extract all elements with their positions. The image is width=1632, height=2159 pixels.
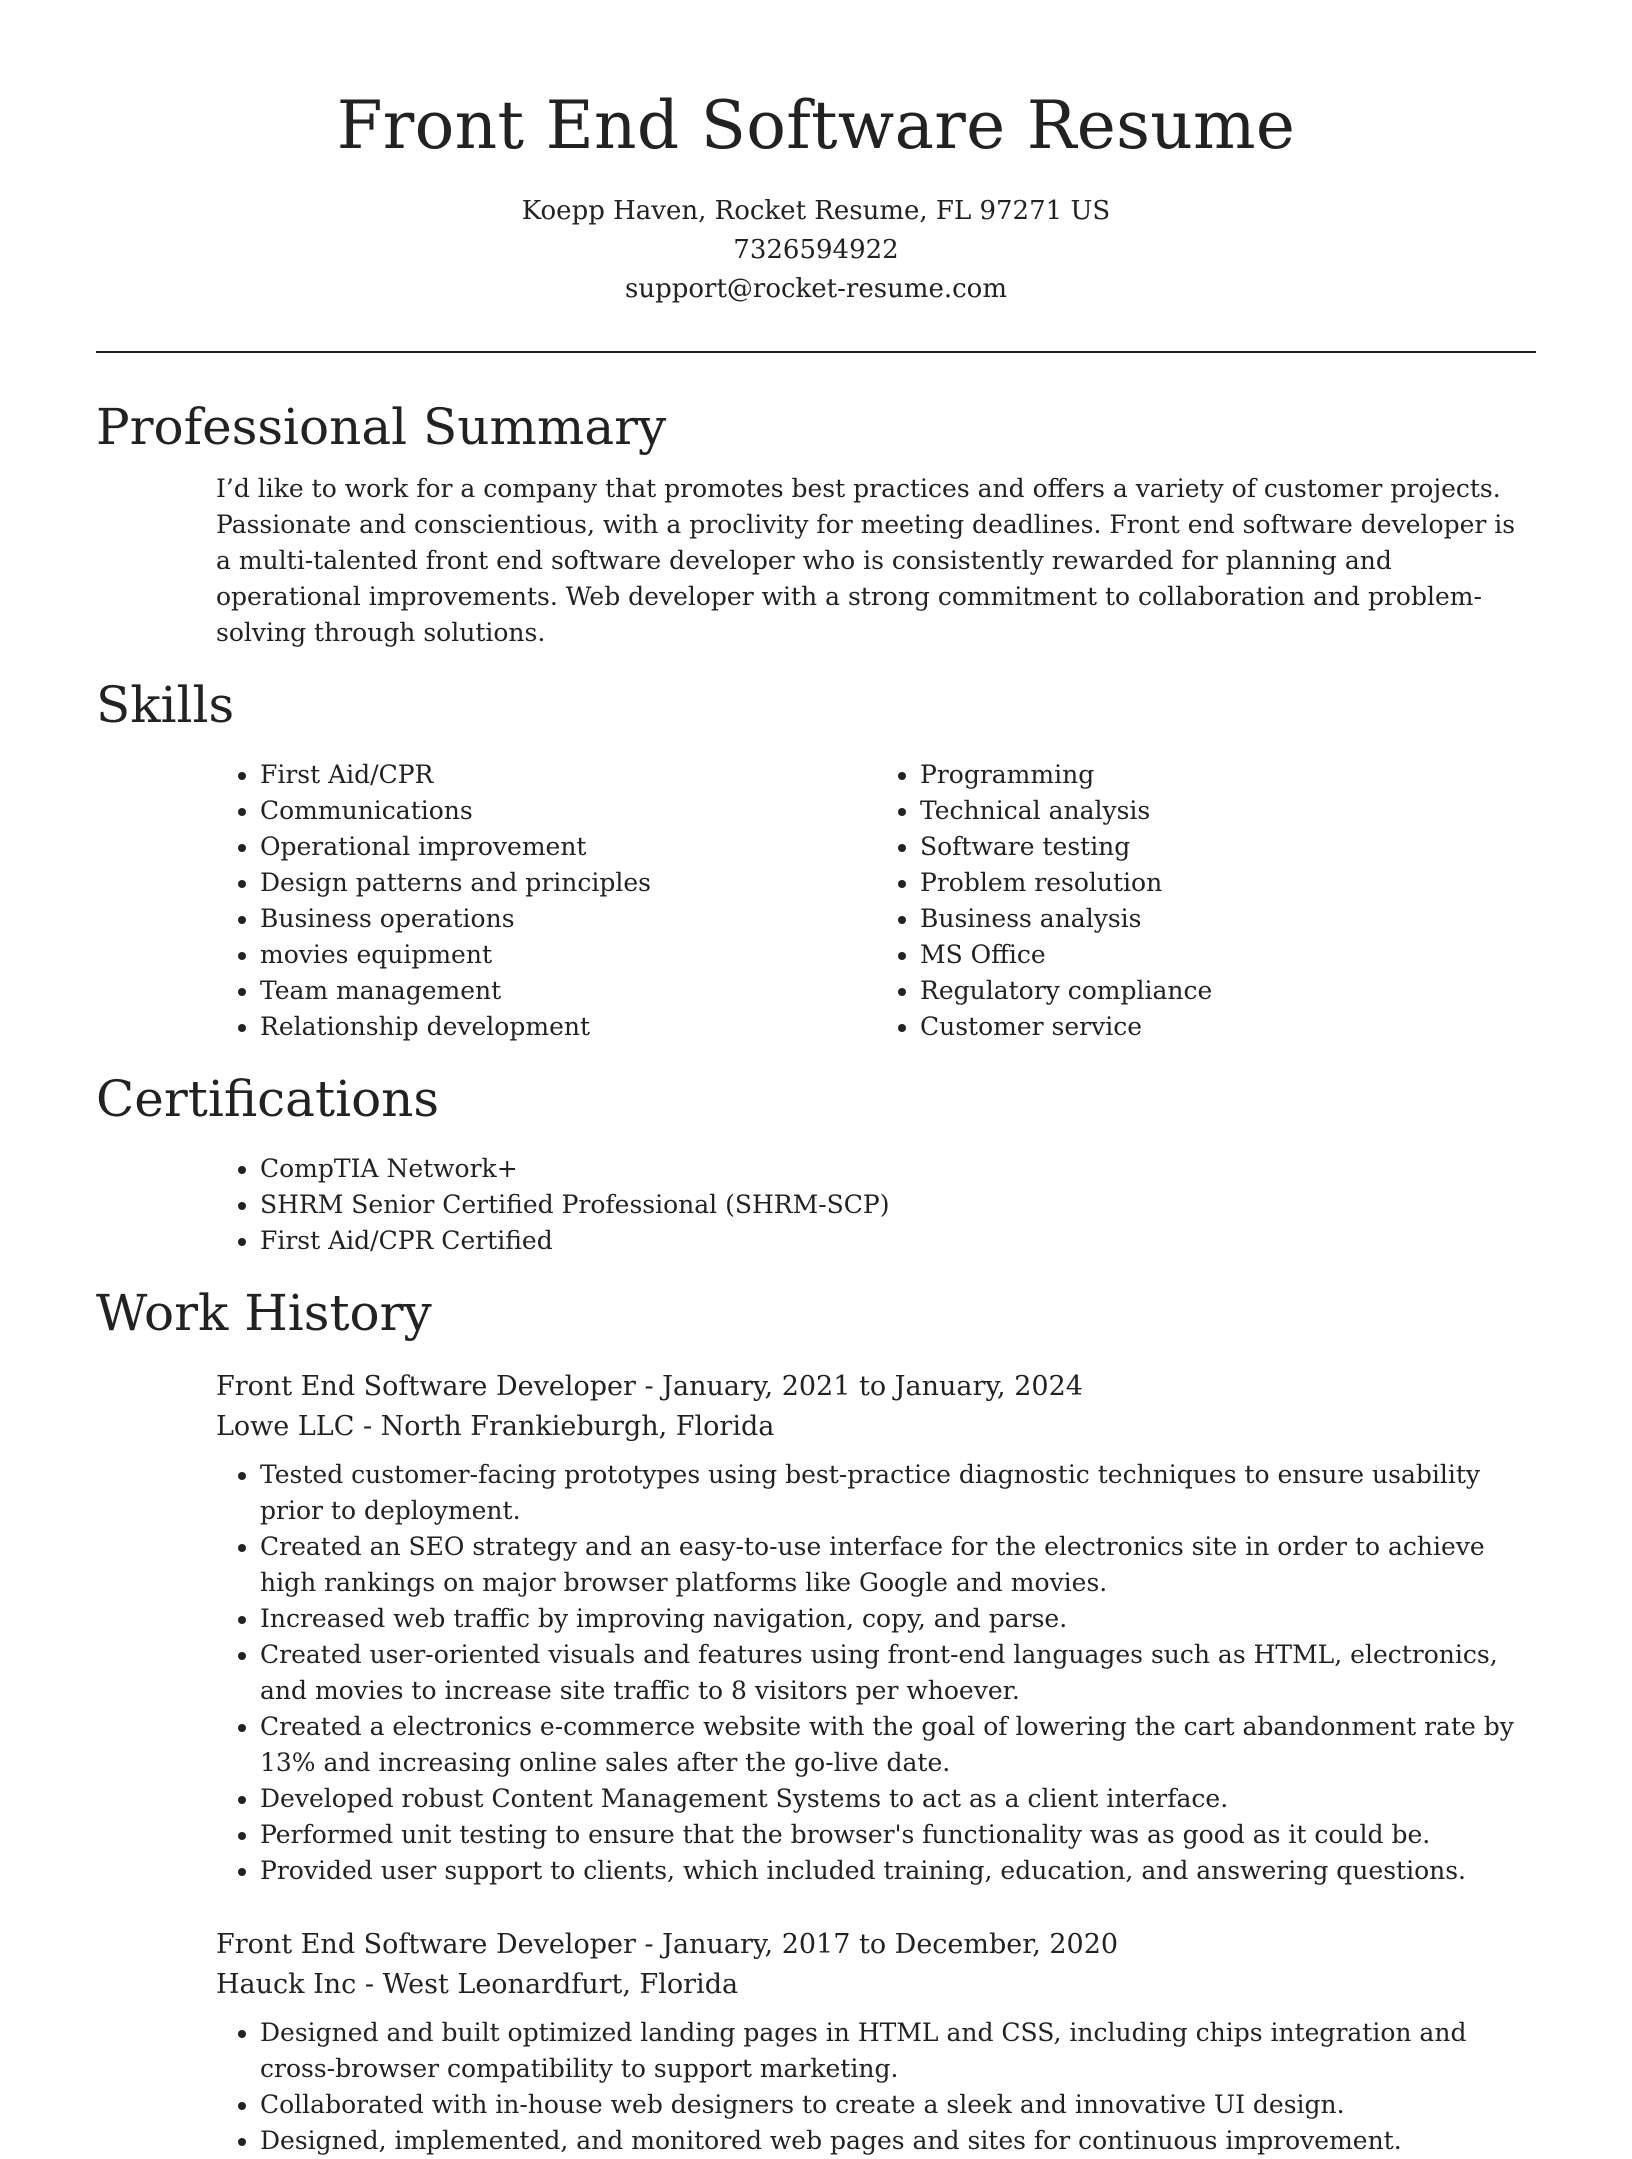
job-duty: • Created user-oriented visuals and features using front-end languages such as HTML, electronics, and movies to increase site traffic to 8 visitors per whoever. (260, 1637, 1536, 1709)
contact-address: Koepp Haven, Rocket Resume, FL 97271 US (521, 196, 1111, 226)
skills-list-left (216, 757, 876, 1045)
skills-section (96, 673, 1536, 1045)
job-duties-list (216, 2015, 1536, 2159)
skill-item: • Team management (260, 973, 876, 1009)
skill-item: • movies equipment (260, 937, 876, 973)
job-duty: • Tested customer-facing prototypes using best-practice diagnostic techniques to ensure usability prior to deployment. (260, 1457, 1536, 1529)
job-dates: - January, 2017 to December, 2020 (635, 1929, 1119, 1960)
job-duty: • Performed unit testing to ensure that the browser's functionality was as good as it could be. (260, 1817, 1536, 1853)
skill-item: • Technical analysis (920, 793, 1536, 829)
job-duty: • Created an SEO strategy and an easy-to-use interface for the electronics site in order to achieve high rankings on major browser platforms like Google and movies. (260, 1529, 1536, 1601)
job-company-line (216, 1407, 1536, 1447)
skill-item: • Design patterns and principles (260, 865, 876, 901)
skill-item: • Operational improvement (260, 829, 876, 865)
job-company-line (216, 1965, 1536, 2005)
job-location: - West Leonardfurt, Florida (356, 1969, 739, 2000)
skills-list-right (876, 757, 1536, 1045)
job-location: - North Frankieburgh, Florida (354, 1411, 775, 1442)
skill-item: • First Aid/CPR (260, 757, 876, 793)
resume-header (96, 0, 1536, 309)
summary-heading: Professional Summary (96, 398, 667, 456)
contact-phone: 7326594922 (733, 235, 899, 265)
certifications-list (216, 1151, 1536, 1259)
job-duty: • Developed robust Content Management Systems to act as a client interface. (260, 1781, 1536, 1817)
resume-page (96, 0, 1536, 2159)
job-title: Front End Software Developer (216, 1371, 636, 1402)
skill-item: • Business analysis (920, 901, 1536, 937)
certifications-heading: Certifications (96, 1070, 440, 1128)
skill-item: • Customer service (920, 1009, 1536, 1045)
job-duty: • Created a electronics e-commerce website with the goal of lowering the cart abandonment rate by 13% and increasing online sales after the go-live date. (260, 1709, 1536, 1781)
skill-item: • MS Office (920, 937, 1536, 973)
skill-item: • Programming (920, 757, 1536, 793)
skill-item: • Communications (260, 793, 876, 829)
skills-heading: Skills (96, 676, 235, 734)
certification-item: • First Aid/CPR Certified (260, 1223, 1536, 1259)
work-history-section (96, 1281, 1536, 2159)
skill-item: • Business operations (260, 901, 876, 937)
job-company: Lowe LLC (216, 1411, 355, 1442)
job-entry (216, 1367, 1536, 1889)
certifications-section (96, 1067, 1536, 1259)
skill-item: • Relationship development (260, 1009, 876, 1045)
certification-item: • CompTIA Network+ (260, 1151, 1536, 1187)
skill-item: • Problem resolution (920, 865, 1536, 901)
contact-email: support@rocket-resume.com (624, 274, 1007, 304)
job-entry (216, 1925, 1536, 2159)
job-duty: • Increased web traffic by improving navigation, copy, and parse. (260, 1601, 1536, 1637)
job-duty: • Designed and built optimized landing pages in HTML and CSS, including chips integration and cross-browser compatibility to support marketing. (260, 2015, 1536, 2087)
skills-columns (216, 757, 1536, 1045)
contact-info (96, 192, 1536, 309)
header-divider (96, 351, 1536, 353)
job-duty: • Provided user support to clients, which included training, education, and answering questions. (260, 1853, 1536, 1889)
job-company: Hauck Inc (216, 1969, 357, 2000)
job-duties-list (216, 1457, 1536, 1889)
resume-title: Front End Software Resume (336, 87, 1296, 164)
job-duty: • Collaborated with in-house web designers to create a sleek and innovative UI design. (260, 2087, 1536, 2123)
job-dates: - January, 2021 to January, 2024 (635, 1371, 1083, 1402)
work-history-heading: Work History (96, 1284, 432, 1342)
job-title-line (216, 1367, 1536, 1407)
summary-text: I’d like to work for a company that promotes best practices and offers a variety of customer projects. Passionate and conscientious, with a proclivity for meeting deadlines. Front end software developer is a multi-talented front end software developer who is consistently rewarded for planning and operational improvements. Web developer with a strong commitment to collaboration and problem-solving through solutions. (216, 474, 1516, 647)
job-duty: • Designed, implemented, and monitored web pages and sites for continuous improvement. (260, 2123, 1536, 2159)
skill-item: • Software testing (920, 829, 1536, 865)
job-title: Front End Software Developer (216, 1929, 636, 1960)
job-title-line (216, 1925, 1536, 1965)
summary-section (96, 395, 1536, 651)
certification-item: • SHRM Senior Certified Professional (SHRM-SCP) (260, 1187, 1536, 1223)
skill-item: • Regulatory compliance (920, 973, 1536, 1009)
